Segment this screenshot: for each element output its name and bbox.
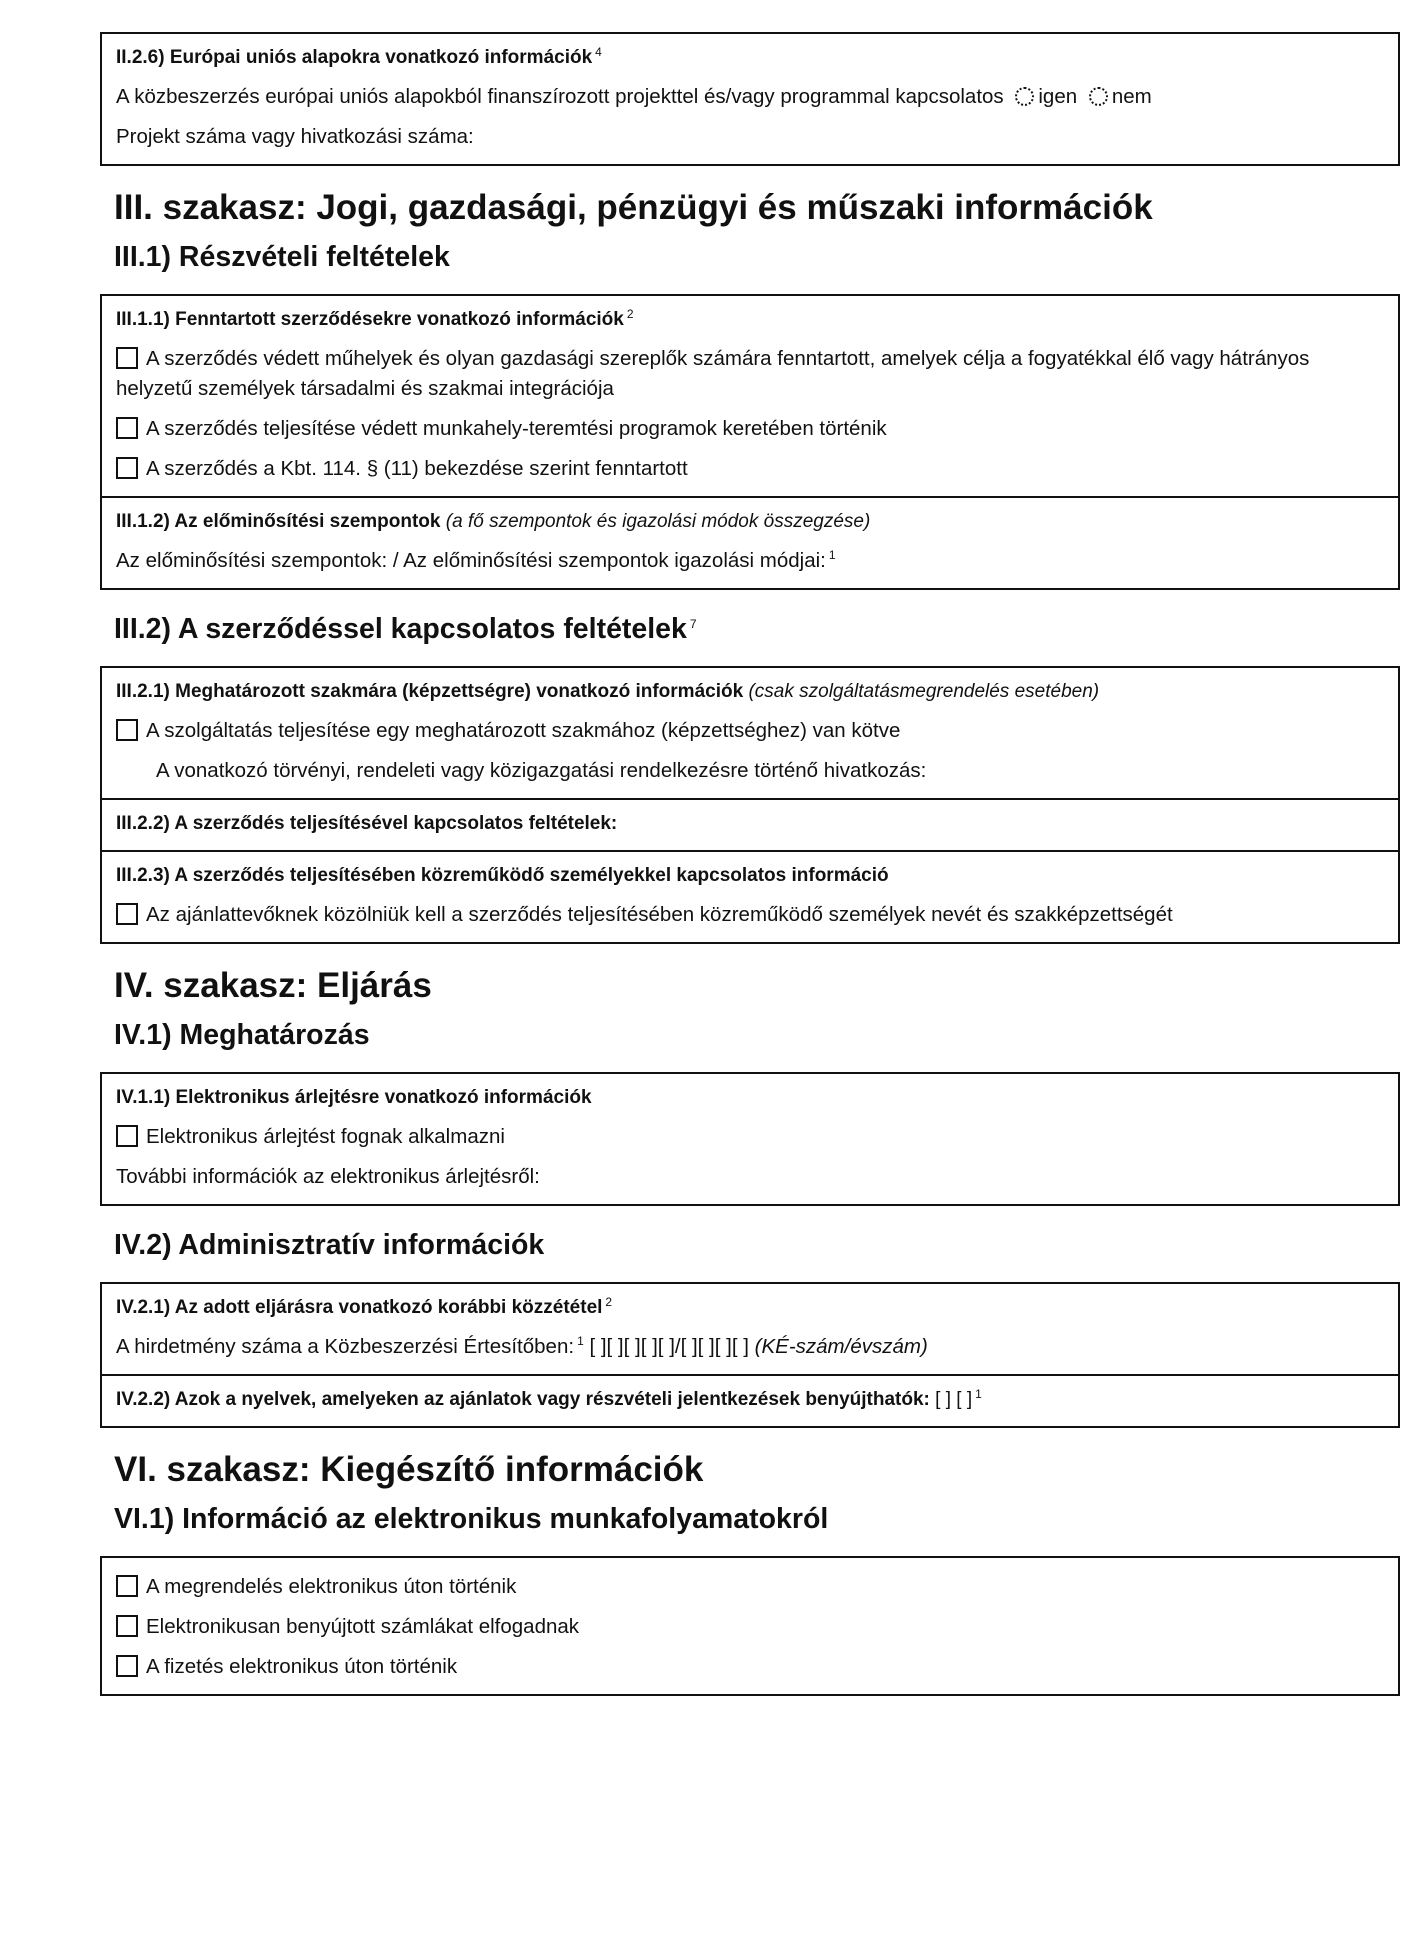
auction-box [100, 1072, 1400, 1206]
checkbox[interactable] [116, 457, 138, 479]
admin-info-box [100, 1282, 1400, 1428]
section-vi-1-title: VI.1) Információ az elektronikus munkafolyamatokról [114, 1503, 829, 1535]
project-number-label: Projekt száma vagy hivatkozási száma: [116, 125, 474, 148]
section-vi-title: VI. szakasz: Kiegészítő információk [114, 1450, 704, 1489]
eu-funds-box [100, 32, 1400, 166]
performance-conditions-section [102, 798, 1398, 850]
eu-funds-heading: II.2.6) Európai uniós alapokra vonatkozó információk $^4$ [116, 44, 602, 68]
checkbox[interactable] [116, 903, 138, 925]
reserved-item-1: A szerződés védett műhelyek és olyan gazdasági szereplők számára fenntartott, amelyek célja a fogyatékkal élő vagy hátrányos helyzetű személyek társadalmi és szakmai integrációja [116, 347, 1310, 400]
eu-funds-yes-label: igen [1038, 85, 1078, 108]
staff-info-item: Az ajánlattevőknek közölniük kell a szerződés teljesítésében közreműködő személyek nevét és szakképzettségét [116, 900, 1384, 930]
staff-info-heading: III.2.3) A szerződés teljesítésében közreműködő személyekkel kapcsolatos információ [116, 865, 889, 886]
profession-item: A szolgáltatás teljesítése egy meghatározott szakmához (képzettséghez) van kötve [116, 716, 1384, 746]
previous-publication-section [102, 1284, 1398, 1374]
participation-conditions-box [100, 294, 1400, 590]
e-workflow-item: Elektronikusan benyújtott számlákat elfogadnak [116, 1612, 1384, 1642]
reserved-item-2: A szerződés teljesítése védett munkahely-teremtési programok keretében történik [116, 414, 1384, 444]
checkbox[interactable] [116, 417, 138, 439]
checkbox[interactable] [116, 1575, 138, 1597]
checkbox[interactable] [116, 1615, 138, 1637]
performance-conditions-heading: III.2.2) A szerződés teljesítésével kapcsolatos feltételek: [116, 813, 618, 834]
eu-funds-section [102, 34, 1398, 164]
profession-reference: A vonatkozó törvényi, rendeleti vagy közigazgatási rendelkezésre történő hivatkozás: [156, 759, 927, 782]
languages-section [102, 1374, 1398, 1426]
eu-funds-question: A közbeszerzés európai uniós alapokból finanszírozott projekttel és/vagy programmal kapcsolatos igen nem [116, 85, 1152, 108]
profession-heading: III.2.1) Meghatározott szakmára (képzettségre) vonatkozó információk (csak szolgáltatásmegrendelés esetében) [116, 681, 1100, 702]
section-iv-2-title: IV.2) Adminisztratív információk [114, 1229, 545, 1261]
auction-item: Elektronikus árlejtést fognak alkalmazni [116, 1122, 1384, 1152]
checkbox[interactable] [116, 719, 138, 741]
section-iii-title: III. szakasz: Jogi, gazdasági, pénzügyi és műszaki információk [114, 188, 1153, 227]
e-workflow-section [102, 1558, 1398, 1694]
prequalification-heading: III.1.2) Az előminősítési szempontok (a fő szempontok és igazolási módok összegzése) [116, 511, 871, 532]
contract-conditions-box [100, 666, 1400, 944]
reserved-contracts-heading: III.1.1) Fenntartott szerződésekre vonatkozó információk $^2$ [116, 306, 634, 330]
eu-funds-yes-radio[interactable] [1015, 87, 1034, 106]
e-workflow-item: A fizetés elektronikus úton történik [116, 1652, 1384, 1682]
checkbox[interactable] [116, 347, 138, 369]
auction-section [102, 1074, 1398, 1204]
eu-funds-no-radio[interactable] [1089, 87, 1108, 106]
section-iii-2-title: III.2) A szerződéssel kapcsolatos feltételek $^7$ [114, 613, 697, 645]
auction-info: További információk az elektronikus árlejtésről: [116, 1165, 540, 1188]
notice-number-line: A hirdetmény száma a Közbeszerzési Értesítőben: $^1$ [ ][ ][ ][ ][ ]/[ ][ ][ ][ ] (KÉ-szám/évszám) [116, 1334, 928, 1358]
e-workflow-box [100, 1556, 1400, 1696]
prequalification-section [102, 496, 1398, 588]
checkbox[interactable] [116, 1655, 138, 1677]
reserved-contracts-section [102, 296, 1398, 496]
previous-publication-heading: IV.2.1) Az adott eljárásra vonatkozó korábbi közzététel $^2$ [116, 1294, 613, 1318]
form-page [100, 32, 1400, 1696]
auction-heading: IV.1.1) Elektronikus árlejtésre vonatkozó információk [116, 1087, 592, 1108]
section-iv-title: IV. szakasz: Eljárás [114, 966, 432, 1005]
section-iv-1-title: IV.1) Meghatározás [114, 1019, 370, 1051]
eu-funds-no-label: nem [1111, 85, 1152, 108]
e-workflow-item: A megrendelés elektronikus úton történik [116, 1572, 1384, 1602]
checkbox[interactable] [116, 1125, 138, 1147]
staff-info-section [102, 850, 1398, 942]
reserved-item-3: A szerződés a Kbt. 114. § (11) bekezdése szerint fenntartott [116, 454, 1384, 484]
prequalification-line: Az előminősítési szempontok: / Az előminősítési szempontok igazolási módjai: $^1$ [116, 548, 836, 572]
section-iii-1-title: III.1) Részvételi feltételek [114, 241, 450, 273]
profession-section [102, 668, 1398, 798]
languages-heading: IV.2.2) Azok a nyelvek, amelyeken az ajánlatok vagy részvételi jelentkezések benyújthatók: [ ] [ ] $^1$ [116, 1386, 982, 1410]
